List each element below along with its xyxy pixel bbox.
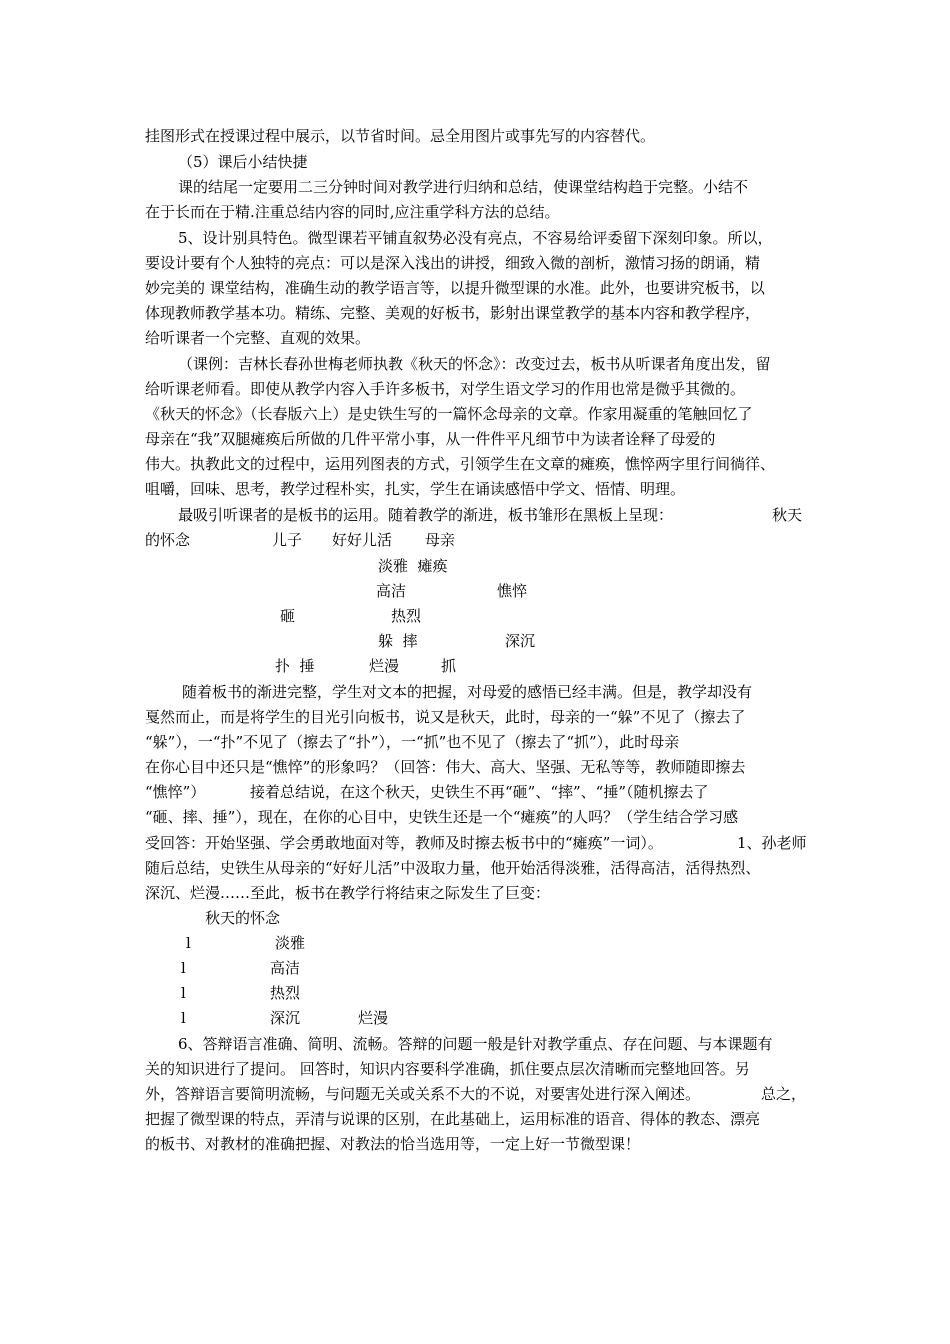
text-line: 母亲在“我”双腿瘫痪后所做的几件平常小事，从一件件平凡细节中为读者诠释了母爱的 [145,430,716,448]
text-line: 深沉、烂漫……至此，板书在教学行将结束之际发生了巨变： [145,884,551,902]
text-line: 外，答辩语言要简明流畅，与问题无关或关系不大的不说，对要害处进行深入阐述。 [145,1085,701,1103]
board-bullet: l [181,959,186,977]
board-word: 淡雅 瘫痪 [378,557,448,575]
text-line: 总之， [761,1085,807,1103]
text-line: 戛然而止，而是将学生的目光引向板书，说又是秋天，此时，母亲的一“躲”不见了（擦去了 [145,708,746,726]
text-line: 随后总结，史铁生从母亲的“好好儿活”中汲取力量，他开始活得淡雅，活得高洁，活得热烈、 [145,859,761,877]
text-line: 随着板书的渐进完整，学生对文本的把握，对母爱的感悟已经丰满。但是，教学却没有 [182,683,753,701]
board-title: 秋天 [772,506,803,524]
text-line: 接着总结说，在这个秋天，史铁生不再“砸”、“摔”、“捶”（随机擦去了 [250,783,709,801]
text-line: 体现教师教学基本功。精练、完整、美观的好板书，影射出课堂教学的基本内容和教学程序， [145,304,761,322]
board-word: 淡雅 [275,934,306,952]
text-line: 1、孙老师 [737,834,807,852]
text-line: 《秋天的怀念》（长春版六上）是史铁生写的一篇怀念母亲的文章。作家用凝重的笔触回忆了 [145,405,753,423]
board-word: 母亲 [425,531,456,549]
board-word: 高洁 [376,582,407,600]
text-line: 在你心目中还只是“憔悴”的形象吗？（回答：伟大、高大、坚强、无私等等，教师随即擦去 [145,758,746,776]
text-line: 给听课老师看。即使从教学内容入手许多板书，对学生语文学习的作用也常是微乎其微的。 [145,380,746,398]
text-line: 要设计要有个人独特的亮点：可以是深入浅出的讲授，细致入微的剖析，激情习扬的朗诵，精 [145,254,761,272]
board-word: 砸 [280,607,296,625]
board-word: 儿子 [272,531,303,549]
text-line: “憔悴”） [145,783,206,801]
text-line: “砸、摔、捶”），现在，在你的心目中，史铁生还是一个“瘫痪”的人吗？（学生结合学习感 [145,808,739,826]
board-word: 躲 摔 [378,632,418,650]
board-word: 热烈 [270,984,301,1002]
text-line: 给听课者一个完整、直观的效果。 [145,329,371,347]
text-line: 受回答：开始坚强、学会勇敢地面对等，教师及时擦去板书中的“瘫痪”一词）。 [145,834,663,852]
text-line: 最吸引听课者的是板书的运用。随着教学的渐进，板书雏形在黑板上呈现： [178,506,674,524]
board-bullet: l [181,1009,186,1027]
board-word: 抓 [441,657,457,675]
board-word: 烂漫 [369,657,400,675]
text-line: 把握了微型课的特点，弄清与说课的区别，在此基础上，运用标准的语音、得体的教态、漂亮 [145,1110,761,1128]
board-bullet: l [181,984,186,1002]
board-bullet: l [186,934,191,952]
text-line: 妙完美的 课堂结构，准确生动的教学语言等，以提升微型课的水准。此外，也要讲究板书，以 [145,279,765,297]
board-word: 烂漫 [358,1009,389,1027]
text-line: 在于长而在于精.注重总结内容的同时,应注重学科方法的总结。 [145,203,560,221]
board-word: 深沉 [270,1009,301,1027]
text-line: 关的知识进行了提问。 回答时，知识内容要科学准确，抓住要点层次清晰而完整地回答。另 [145,1060,750,1078]
text-line: 的板书、对教材的准确把握、对教法的恰当选用等，一定上好一节微型课！ [145,1135,641,1153]
text-line: 伟大。执教此文的过程中，运用列图表的方式，引领学生在文章的瘫痪，憔悴两字里行间徜徉、 [145,455,776,473]
text-line: 挂图形式在授课过程中展示，以节省时间。忌全用图片或事先写的内容替代。 [145,127,656,145]
text-line: 课的结尾一定要用二三分钟时间对教学进行归纳和总结，使课堂结构趋于完整。小结不 [178,178,749,196]
board-word: 扑 捶 [275,657,315,675]
board-word: 憔悴 [497,582,528,600]
section-heading: （5）课后小结快捷 [178,153,308,171]
text-line: 5、设计别具特色。微型课若平铺直叙势必没有亮点，不容易给评委留下深刻印象。所以， [178,229,773,247]
board-word: 热烈 [391,607,422,625]
board-title: 秋天的怀念 [205,909,281,927]
text-line: 咀嚼，回味、思考，教学过程朴实，扎实，学生在诵读感悟中学文、悟情、明理。 [145,480,686,498]
board-title: 的怀念 [145,531,191,549]
board-word: 好好儿活 [332,531,393,549]
text-line: “躲”），一“扑”不见了（擦去了“扑”），一“抓”也不见了（擦去了“抓”），此时母亲 [145,733,680,751]
text-line: （课例：吉林长春孙世梅老师执教《秋天的怀念》：改变过去，板书从听课者角度出发，留 [178,355,771,373]
board-word: 深沉 [505,632,536,650]
board-word: 高洁 [270,959,301,977]
text-line: 6、答辩语言准确、简明、流畅。答辩的问题一般是针对教学重点、存在问题、与本课题有 [178,1035,773,1053]
